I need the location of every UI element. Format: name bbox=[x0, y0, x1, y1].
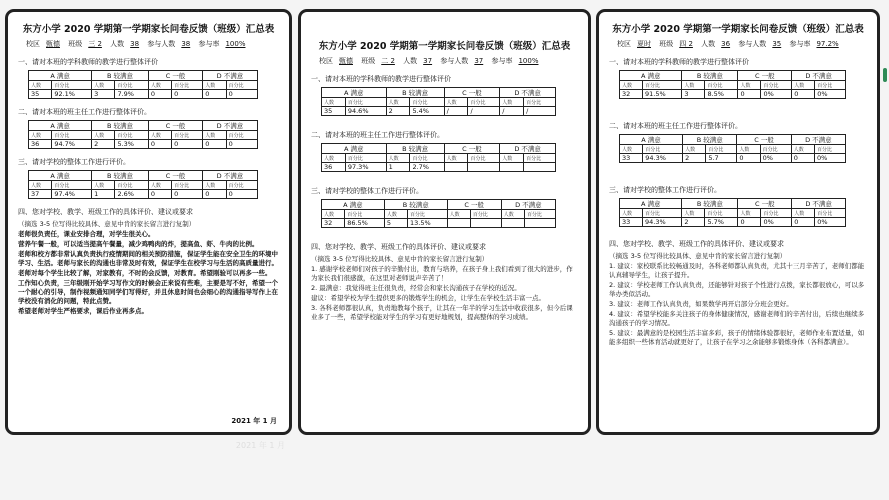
table-subheader-cell: 人数 bbox=[148, 181, 171, 190]
page-reflection: 2021 年 1 月 bbox=[235, 441, 285, 450]
table-cell bbox=[524, 219, 555, 228]
table-header-cell: B 较满意 bbox=[682, 199, 738, 209]
table-header-cell: A 满意 bbox=[29, 71, 92, 81]
table-header-cell: C 一般 bbox=[148, 71, 202, 81]
table-subheader-cell: 百分比 bbox=[172, 181, 203, 190]
table-header-cell: A 满意 bbox=[322, 200, 385, 210]
question-3: 三、请对学校的整体工作进行评价。 bbox=[311, 187, 423, 195]
table-cell: 8.5% bbox=[705, 90, 738, 99]
scrollbar-thumb[interactable] bbox=[883, 68, 887, 82]
document-page-1[interactable] bbox=[5, 9, 292, 435]
table-subheader-cell: 人数 bbox=[203, 81, 226, 90]
comment: 工作知心负责，三年级刚开始学习写作文的时候会正来说有些难，主要是写不好，希望一个一个耐心的引导，制作视频通知同学们写得好，并且休息时间也会细心的沟通指导写作上在学校没有消化的问题，特此点赞。 bbox=[18, 279, 278, 305]
table-subheader-cell: 百分比 bbox=[643, 145, 683, 154]
table-header-row bbox=[29, 71, 258, 81]
table-cell: 0 bbox=[791, 154, 814, 163]
table-subheader-cell: 百分比 bbox=[410, 98, 444, 107]
table-cell bbox=[447, 219, 470, 228]
table-header-cell: C 一般 bbox=[447, 200, 501, 210]
document-page-3[interactable] bbox=[596, 9, 880, 435]
table-subheader-cell: 人数 bbox=[29, 131, 52, 140]
comment: 营养午餐一般，可以适当提高午餐量，减少鸡鸭肉的炸，提高鱼、虾、牛肉的比例。 bbox=[18, 240, 259, 248]
table-cell: / bbox=[468, 107, 500, 116]
table-subheader-cell: 百分比 bbox=[468, 98, 500, 107]
table-subheader-row bbox=[29, 81, 258, 90]
table-cell: 0 bbox=[792, 218, 815, 227]
table-cell: 13.5% bbox=[408, 219, 448, 228]
table-header-cell: B 较满意 bbox=[386, 88, 444, 98]
table-header-cell: B 较满意 bbox=[92, 71, 149, 81]
table-subheader-row bbox=[620, 209, 846, 218]
table-header-cell: D 不满意 bbox=[500, 144, 556, 154]
table-cell: 36 bbox=[29, 140, 52, 149]
table-header-row bbox=[322, 88, 556, 98]
rating-table-2 bbox=[321, 143, 556, 172]
table-cell bbox=[468, 163, 500, 172]
table-header-cell: B 较满意 bbox=[384, 200, 447, 210]
question-4: 四、您对学校、教学、班级工作的具体评价、建议或要求 bbox=[609, 240, 784, 248]
comment: 4. 建议：希望学校能多关注孩子的身体健康情况，感谢老师们的辛苦付出，后续也继续多沟通孩子的学习情况。 bbox=[609, 310, 865, 327]
table-header-row bbox=[322, 200, 556, 210]
table-cell: 0 bbox=[148, 90, 171, 99]
table-cell: 0 bbox=[148, 190, 171, 199]
table-cell: 5 bbox=[384, 219, 407, 228]
table-cell: 0% bbox=[814, 154, 845, 163]
table-subheader-cell: 人数 bbox=[620, 209, 643, 218]
comment: 1. 感谢学校老师们对孩子的辛勤付出，教育与培养，在孩子身上我们看到了很大的进步，作为家长我们很感激，在这里对老师说声辛苦了！ bbox=[311, 265, 573, 282]
table-subheader-cell: 人数 bbox=[683, 145, 706, 154]
question-4-note: （摘选 3-5 位写得比较具体、意见中肯的家长留言进行复制） bbox=[609, 252, 787, 260]
table-header-cell: A 满意 bbox=[620, 71, 682, 81]
table-subheader-cell: 人数 bbox=[792, 209, 815, 218]
table-cell bbox=[524, 163, 556, 172]
table-cell: 0 bbox=[172, 190, 203, 199]
table-header-cell: C 一般 bbox=[738, 199, 792, 209]
table-header-row bbox=[620, 135, 846, 145]
table-subheader-cell: 百分比 bbox=[814, 145, 845, 154]
table-cell: 32 bbox=[620, 90, 643, 99]
table-cell: 3 bbox=[682, 90, 705, 99]
table-subheader-cell: 百分比 bbox=[345, 98, 386, 107]
table-subheader-cell: 人数 bbox=[447, 210, 470, 219]
question-4: 四、您对学校、教学、班级工作的具体评价、建议或要求 bbox=[311, 243, 486, 251]
table-cell: 94.6% bbox=[345, 107, 386, 116]
table-subheader-cell: 人数 bbox=[737, 145, 760, 154]
table-cell: 0% bbox=[761, 218, 792, 227]
table-cell: 0% bbox=[815, 90, 846, 99]
table-header-cell: B 较满意 bbox=[386, 144, 444, 154]
comment: 5. 建议：最满意的是校园生活丰富多彩，孩子的情绪体验都很好，老师作业布置适量，如能多组织一些体育活动就更好了，让孩子在学习之余能够多锻炼身体（各科都满意）。 bbox=[609, 329, 865, 346]
table-subheader-cell: 百分比 bbox=[761, 81, 792, 90]
table-cell: 2 bbox=[682, 218, 705, 227]
table-subheader-row bbox=[322, 154, 556, 163]
table-header-cell: A 满意 bbox=[620, 199, 682, 209]
table-row bbox=[29, 140, 258, 149]
table-cell: 32 bbox=[322, 219, 345, 228]
table-subheader-row bbox=[29, 131, 258, 140]
rating-table-3 bbox=[619, 198, 846, 227]
table-row bbox=[620, 154, 846, 163]
rating-table-2 bbox=[619, 134, 846, 163]
table-subheader-cell: 人数 bbox=[620, 145, 643, 154]
table-subheader-cell: 人数 bbox=[384, 210, 407, 219]
table-subheader-cell: 百分比 bbox=[226, 81, 257, 90]
table-row bbox=[322, 163, 556, 172]
class-info: 校区 甄德 班级 二 2 人数 37 参与人数 37 参与率 100% bbox=[319, 57, 539, 65]
rating-table-2 bbox=[28, 120, 258, 149]
table-cell: 33 bbox=[620, 154, 643, 163]
table-row bbox=[29, 90, 258, 99]
table-cell: 86.5% bbox=[345, 219, 385, 228]
rating-table-3 bbox=[28, 170, 258, 199]
comment: 2. 最满意：我觉得班主任很负责，经常会和家长沟通孩子在学校的近况。 bbox=[311, 284, 521, 292]
document-page-2[interactable] bbox=[298, 9, 591, 435]
table-cell: 97.3% bbox=[345, 163, 386, 172]
document-date: 2021 年 1 月 bbox=[231, 417, 277, 425]
comment: 2. 建议：学校老师工作认真负责，还能够针对孩子个性进行点拨，家长都很放心，可以多举办类似活动。 bbox=[609, 281, 865, 298]
table-cell: 0 bbox=[148, 140, 171, 149]
table-subheader-cell: 百分比 bbox=[761, 209, 792, 218]
table-header-cell: B 较满意 bbox=[92, 171, 149, 181]
comment: 3. 各科老师都很认真，负责地教每个孩子，让其在一年半的学习生活中收获很多，但今后课业多了一些，希望学校能对学生的学习有更好地规划，提高整体的学习成绩。 bbox=[311, 304, 573, 321]
table-header-cell: B 较满意 bbox=[92, 121, 149, 131]
table-cell: 0 bbox=[738, 218, 761, 227]
table-header-cell: C 一般 bbox=[444, 88, 500, 98]
rating-table-1 bbox=[28, 70, 258, 99]
question-4-note: （摘选 3-5 位写得比较具体、意见中肯的家长留言进行复制） bbox=[18, 220, 196, 228]
table-subheader-cell: 人数 bbox=[203, 131, 226, 140]
table-header-cell: D 不满意 bbox=[791, 135, 845, 145]
comment: 3. 建议：老师工作认真负责，如果数学再开启部分分班会更好。 bbox=[609, 300, 793, 308]
table-header-cell: A 满意 bbox=[29, 171, 92, 181]
table-cell: 2.7% bbox=[410, 163, 444, 172]
table-subheader-cell: 人数 bbox=[322, 98, 346, 107]
table-header-cell: C 一般 bbox=[738, 71, 792, 81]
table-header-cell: B 较满意 bbox=[682, 71, 738, 81]
question-2: 二、请对本班的班主任工作进行整体评价。 bbox=[18, 108, 151, 116]
table-cell: 92.1% bbox=[52, 90, 92, 99]
table-subheader-cell: 人数 bbox=[92, 181, 115, 190]
table-header-cell: D 不满意 bbox=[203, 171, 257, 181]
table-subheader-cell: 人数 bbox=[444, 154, 468, 163]
table-cell: 0 bbox=[737, 154, 760, 163]
table-cell: 5.3% bbox=[115, 140, 148, 149]
table-subheader-cell: 人数 bbox=[29, 81, 52, 90]
table-subheader-cell: 百分比 bbox=[172, 131, 203, 140]
table-cell: 36 bbox=[322, 163, 346, 172]
table-cell: 94.7% bbox=[52, 140, 92, 149]
table-cell: 97.4% bbox=[52, 190, 92, 199]
question-2: 二、请对本班的班主任工作进行整体评价。 bbox=[311, 131, 444, 139]
table-cell: 33 bbox=[620, 218, 643, 227]
table-subheader-cell: 人数 bbox=[682, 209, 705, 218]
table-cell: 91.5% bbox=[643, 90, 682, 99]
table-cell bbox=[444, 163, 468, 172]
table-subheader-cell: 人数 bbox=[682, 81, 705, 90]
table-header-row bbox=[29, 121, 258, 131]
question-3: 三、请对学校的整体工作进行评价。 bbox=[609, 186, 721, 194]
table-subheader-row bbox=[29, 181, 258, 190]
table-cell: 0 bbox=[226, 140, 257, 149]
table-cell: 5.4% bbox=[410, 107, 444, 116]
table-header-row bbox=[29, 171, 258, 181]
table-subheader-cell: 人数 bbox=[738, 209, 761, 218]
table-header-row bbox=[620, 71, 846, 81]
table-cell: 5.7 bbox=[706, 154, 737, 163]
table-subheader-cell: 百分比 bbox=[524, 98, 556, 107]
table-header-cell: A 满意 bbox=[29, 121, 92, 131]
question-1: 一、请对本班的学科教师的教学进行整体评价 bbox=[609, 58, 749, 66]
table-cell: 0 bbox=[792, 90, 815, 99]
table-cell: 2.6% bbox=[115, 190, 148, 199]
table-cell: 0 bbox=[203, 90, 226, 99]
table-cell: 3 bbox=[92, 90, 115, 99]
table-subheader-cell: 百分比 bbox=[115, 81, 148, 90]
table-cell: 0% bbox=[761, 90, 792, 99]
table-cell: 94.3% bbox=[643, 154, 683, 163]
table-cell: 0 bbox=[226, 190, 257, 199]
question-1: 一、请对本班的学科教师的教学进行整体评价 bbox=[311, 75, 451, 83]
table-subheader-cell: 百分比 bbox=[760, 145, 791, 154]
table-subheader-cell: 百分比 bbox=[470, 210, 501, 219]
class-info: 校区 夏时 班级 四 2 人数 36 参与人数 35 参与率 97.2% bbox=[617, 40, 839, 48]
table-subheader-row bbox=[620, 81, 846, 90]
table-subheader-cell: 人数 bbox=[322, 210, 345, 219]
table-subheader-cell: 人数 bbox=[500, 154, 524, 163]
table-cell: 0% bbox=[760, 154, 791, 163]
table-row bbox=[620, 90, 846, 99]
table-subheader-cell: 百分比 bbox=[815, 209, 846, 218]
table-subheader-cell: 百分比 bbox=[410, 154, 444, 163]
comment: 老师对每个学生比较了解，对家教有，不时的会反馈，对教育。希望刚验可以再多一些。 bbox=[18, 269, 272, 277]
question-1: 一、请对本班的学科教师的教学进行整体评价 bbox=[18, 58, 158, 66]
table-subheader-cell: 人数 bbox=[148, 131, 171, 140]
table-header-cell: C 一般 bbox=[444, 144, 500, 154]
table-header-cell: C 一般 bbox=[148, 171, 202, 181]
table-header-row bbox=[322, 144, 556, 154]
table-header-cell: D 不满意 bbox=[500, 88, 556, 98]
table-row bbox=[322, 107, 556, 116]
table-cell bbox=[501, 219, 524, 228]
rating-table-1 bbox=[619, 70, 846, 99]
table-header-cell: D 不满意 bbox=[792, 71, 846, 81]
table-cell: 0% bbox=[815, 218, 846, 227]
comment: 老师和校方都非常认真负责执行疫情期间的相关预防措施，保证学生能在安全卫生的环境中学习、生活。老师与家长的沟通也非常及时有效，保证学生在校学习与生活的高质量进行。 bbox=[18, 250, 278, 267]
table-subheader-cell: 人数 bbox=[203, 181, 226, 190]
table-subheader-cell: 百分比 bbox=[468, 154, 500, 163]
page-title: 东方小学 2020 学期第一学期家长问卷反馈（班级）汇总表 bbox=[318, 41, 571, 52]
table-subheader-cell: 百分比 bbox=[172, 81, 203, 90]
table-subheader-cell: 人数 bbox=[92, 81, 115, 90]
table-subheader-cell: 百分比 bbox=[524, 210, 555, 219]
table-subheader-cell: 百分比 bbox=[115, 181, 148, 190]
table-subheader-cell: 百分比 bbox=[643, 81, 682, 90]
table-cell: 94.3% bbox=[643, 218, 682, 227]
table-subheader-cell: 人数 bbox=[386, 154, 410, 163]
table-header-cell: A 满意 bbox=[322, 88, 387, 98]
comment: 老师很负责任，课业安排合理，对学生很关心。 bbox=[18, 230, 155, 238]
table-subheader-cell: 百分比 bbox=[815, 81, 846, 90]
table-cell: 5.7% bbox=[705, 218, 738, 227]
table-cell: 1 bbox=[386, 163, 410, 172]
comment: 1. 建议：家校联系比较畅通及时，各科老师都认真负责，尤其十三月辛苦了，老师们都能认真辅导学生，让孩子提升。 bbox=[609, 262, 865, 279]
table-subheader-cell: 人数 bbox=[29, 181, 52, 190]
table-subheader-cell: 百分比 bbox=[643, 209, 682, 218]
table-subheader-cell: 百分比 bbox=[345, 154, 386, 163]
table-subheader-cell: 百分比 bbox=[52, 131, 92, 140]
table-cell: 0 bbox=[226, 90, 257, 99]
table-subheader-cell: 人数 bbox=[444, 98, 468, 107]
table-subheader-cell: 人数 bbox=[322, 154, 346, 163]
table-subheader-cell: 人数 bbox=[620, 81, 643, 90]
table-row bbox=[29, 190, 258, 199]
table-cell: 0 bbox=[203, 140, 226, 149]
table-cell: / bbox=[444, 107, 468, 116]
rating-table-3 bbox=[321, 199, 556, 228]
table-cell: / bbox=[500, 107, 524, 116]
table-subheader-cell: 人数 bbox=[500, 98, 524, 107]
table-header-cell: B 较满意 bbox=[683, 135, 737, 145]
table-cell: / bbox=[524, 107, 556, 116]
table-subheader-cell: 人数 bbox=[148, 81, 171, 90]
table-subheader-cell: 百分比 bbox=[345, 210, 385, 219]
table-subheader-row bbox=[620, 145, 846, 154]
table-cell: 0 bbox=[172, 140, 203, 149]
table-subheader-cell: 百分比 bbox=[226, 131, 257, 140]
table-cell: 35 bbox=[29, 90, 52, 99]
table-header-cell: A 满意 bbox=[620, 135, 683, 145]
table-header-cell: D 不满意 bbox=[501, 200, 555, 210]
comment: 希望老师对学生严格要求，课后作业再多点。 bbox=[18, 307, 148, 315]
table-row bbox=[322, 219, 556, 228]
table-subheader-cell: 人数 bbox=[501, 210, 524, 219]
table-cell: 2 bbox=[386, 107, 410, 116]
table-subheader-cell: 百分比 bbox=[52, 181, 92, 190]
table-subheader-cell: 百分比 bbox=[226, 181, 257, 190]
table-cell: 35 bbox=[322, 107, 346, 116]
table-subheader-row bbox=[322, 210, 556, 219]
question-2: 二、请对本班的班主任工作进行整体评价。 bbox=[609, 122, 742, 130]
class-info: 校区 甄德 班级 三 2 人数 38 参与人数 38 参与率 100% bbox=[26, 40, 246, 48]
question-3: 三、请对学校的整体工作进行评价。 bbox=[18, 158, 130, 166]
table-subheader-cell: 人数 bbox=[92, 131, 115, 140]
page-title: 东方小学 2020 学期第一学期家长问卷反馈（班级）汇总表 bbox=[612, 24, 864, 35]
table-header-cell: D 不满意 bbox=[203, 71, 257, 81]
table-row bbox=[620, 218, 846, 227]
table-header-cell: D 不满意 bbox=[792, 199, 846, 209]
table-cell: 7.9% bbox=[115, 90, 148, 99]
table-cell: 37 bbox=[29, 190, 52, 199]
table-subheader-cell: 人数 bbox=[386, 98, 410, 107]
table-cell: 0 bbox=[738, 90, 761, 99]
table-subheader-cell: 百分比 bbox=[705, 81, 738, 90]
table-header-row bbox=[620, 199, 846, 209]
table-cell: 2 bbox=[92, 140, 115, 149]
table-header-cell: C 一般 bbox=[148, 121, 202, 131]
table-subheader-cell: 百分比 bbox=[115, 131, 148, 140]
table-header-cell: D 不满意 bbox=[203, 121, 257, 131]
question-4: 四、您对学校、教学、班级工作的具体评价、建议或要求 bbox=[18, 208, 193, 216]
table-cell: 0 bbox=[172, 90, 203, 99]
comment: 建议：希望学校为学生提供更多的锻炼学生的机会，让学生在学校生活丰富一点。 bbox=[311, 294, 545, 302]
table-header-cell: C 一般 bbox=[737, 135, 791, 145]
table-subheader-cell: 人数 bbox=[792, 81, 815, 90]
table-header-cell: A 满意 bbox=[322, 144, 387, 154]
table-subheader-cell: 百分比 bbox=[705, 209, 738, 218]
page-title: 东方小学 2020 学期第一学期家长问卷反馈（班级）汇总表 bbox=[22, 24, 275, 35]
table-subheader-cell: 人数 bbox=[791, 145, 814, 154]
table-subheader-cell: 百分比 bbox=[408, 210, 448, 219]
table-subheader-cell: 百分比 bbox=[52, 81, 92, 90]
table-subheader-row bbox=[322, 98, 556, 107]
table-cell bbox=[500, 163, 524, 172]
table-cell: 1 bbox=[92, 190, 115, 199]
table-cell: 2 bbox=[683, 154, 706, 163]
table-cell: 0 bbox=[203, 190, 226, 199]
table-subheader-cell: 百分比 bbox=[706, 145, 737, 154]
table-cell bbox=[470, 219, 501, 228]
rating-table-1 bbox=[321, 87, 556, 116]
table-subheader-cell: 百分比 bbox=[524, 154, 556, 163]
table-subheader-cell: 人数 bbox=[738, 81, 761, 90]
question-4-note: （摘选 3-5 位写得比较具体、意见中肯的家长留言进行复制） bbox=[311, 255, 489, 263]
